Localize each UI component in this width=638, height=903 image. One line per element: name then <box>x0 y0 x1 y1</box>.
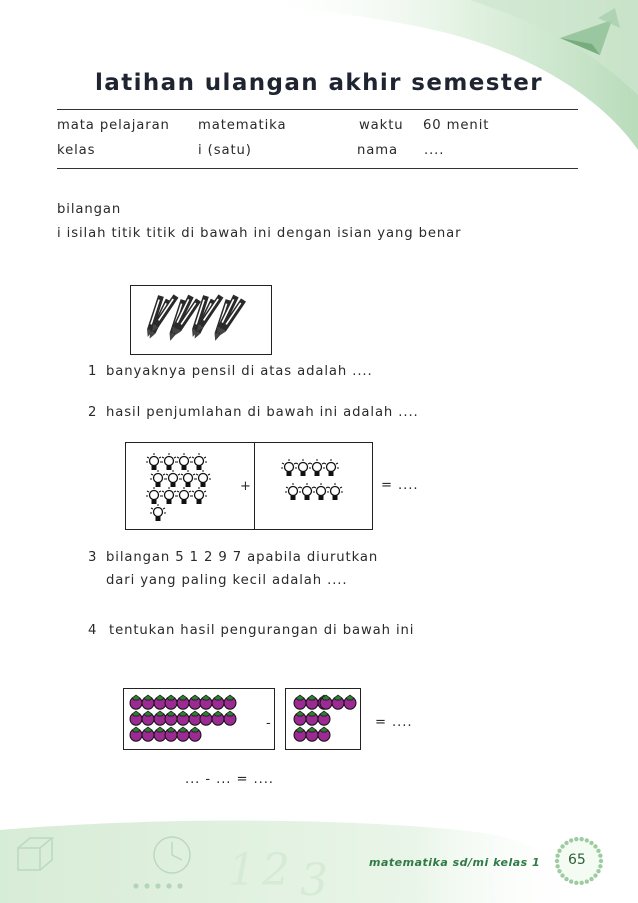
section-heading: bilangan <box>57 202 122 217</box>
mangosteen-item <box>142 727 154 741</box>
lightbulb-item <box>150 470 166 487</box>
time-value: 60 menit <box>423 118 490 133</box>
lightbulb-item <box>161 453 177 470</box>
lightbulb-item <box>313 483 329 500</box>
pencils-icon <box>131 286 271 354</box>
mangosteen-item <box>130 695 142 709</box>
lightbulb-item <box>327 483 343 500</box>
mangosteen-item <box>318 711 330 725</box>
header-rule-top <box>57 109 578 110</box>
mangosteen-icon-right <box>286 689 360 749</box>
lightbulb-item <box>146 453 162 470</box>
svg-text:3: 3 <box>300 855 328 903</box>
question-4-number: 4 <box>88 623 98 638</box>
mangosteen-item <box>142 695 154 709</box>
subject-value: matematika <box>198 118 287 133</box>
page-title: latihan ulangan akhir semester <box>95 70 543 96</box>
subtraction-picture-right <box>285 688 361 750</box>
lightbulb-item <box>176 453 192 470</box>
mangosteen-item <box>154 711 166 725</box>
lightbulb-item <box>146 487 162 504</box>
question-2-text: hasil penjumlahan di bawah ini adalah .... <box>106 405 419 420</box>
mangosteen-item <box>200 711 212 725</box>
mangosteen-item <box>177 695 189 709</box>
mangosteen-item <box>189 711 201 725</box>
addition-picture-right <box>254 442 373 530</box>
mangosteen-item <box>165 727 177 741</box>
class-label: kelas <box>57 143 96 158</box>
mangosteen-item <box>212 711 224 725</box>
mangosteen-item <box>224 695 236 709</box>
name-label: nama <box>357 143 398 158</box>
subject-label: mata pelajaran <box>57 118 170 133</box>
lightbulb-item <box>165 470 181 487</box>
footer-book-title: matematika sd/mi kelas 1 <box>369 856 541 869</box>
subtraction-answer: = .... <box>375 715 413 730</box>
mangosteen-item <box>306 727 318 741</box>
lightbulb-item <box>195 470 211 487</box>
question-3-text: bilangan 5 1 2 9 7 apabila diurutkan <box>106 550 379 565</box>
svg-text:1: 1 <box>228 845 256 896</box>
subtraction-formula: ... - ... = .... <box>185 772 274 787</box>
lightbulb-item <box>150 504 166 521</box>
time-label: waktu <box>359 118 404 133</box>
lightbulb-item <box>285 483 301 500</box>
name-value: .... <box>424 143 445 158</box>
mangosteen-item <box>212 695 224 709</box>
question-3-text-line2: dari yang paling kecil adalah .... <box>106 573 348 588</box>
lightbulb-item <box>281 459 297 476</box>
mangosteen-item <box>200 695 212 709</box>
page-number: 65 <box>568 852 586 868</box>
lightbulb-icon-right <box>255 443 372 529</box>
mangosteen-item <box>294 727 306 741</box>
mangosteen-item <box>294 711 306 725</box>
mangosteen-item <box>154 695 166 709</box>
lightbulb-item <box>309 459 325 476</box>
lightbulb-item <box>161 487 177 504</box>
lightbulb-item <box>176 487 192 504</box>
mangosteen-item <box>130 727 142 741</box>
addition-answer: = .... <box>381 478 419 493</box>
pencils-picture <box>130 285 272 355</box>
plus-operator: + <box>240 479 252 494</box>
lightbulb-item <box>191 453 207 470</box>
mangosteen-item <box>306 711 318 725</box>
minus-operator: - <box>266 716 272 731</box>
mangosteen-item <box>306 695 318 709</box>
question-1-text: banyaknya pensil di atas adalah .... <box>106 364 373 379</box>
mangosteen-item <box>224 711 236 725</box>
mangosteen-item <box>154 727 166 741</box>
lightbulb-item <box>191 487 207 504</box>
mangosteen-icon <box>124 689 274 749</box>
mangosteen-item <box>294 695 306 709</box>
question-1-number: 1 <box>88 364 98 379</box>
question-3-number: 3 <box>88 550 98 565</box>
class-value: i (satu) <box>198 143 252 158</box>
svg-text:2: 2 <box>262 845 290 896</box>
mangosteen-item <box>189 695 201 709</box>
mangosteen-item <box>177 727 189 741</box>
question-2-number: 2 <box>88 405 98 420</box>
mangosteen-item <box>130 711 142 725</box>
mangosteen-item <box>189 727 201 741</box>
lightbulb-item <box>323 459 339 476</box>
lightbulb-item <box>299 483 315 500</box>
mangosteen-item <box>177 711 189 725</box>
question-4-text: tentukan hasil pengurangan di bawah ini <box>109 623 415 638</box>
mangosteen-item <box>332 695 344 709</box>
mangosteen-item <box>318 727 330 741</box>
lightbulb-item <box>295 459 311 476</box>
lightbulb-item <box>180 470 196 487</box>
header-rule-bottom <box>57 168 578 169</box>
mangosteen-item <box>142 711 154 725</box>
mangosteen-item <box>165 695 177 709</box>
subtraction-picture <box>123 688 275 750</box>
section-instruction: i isilah titik titik di bawah ini dengan isian yang benar <box>57 226 462 241</box>
mangosteen-item <box>165 711 177 725</box>
mangosteen-item <box>344 695 356 709</box>
